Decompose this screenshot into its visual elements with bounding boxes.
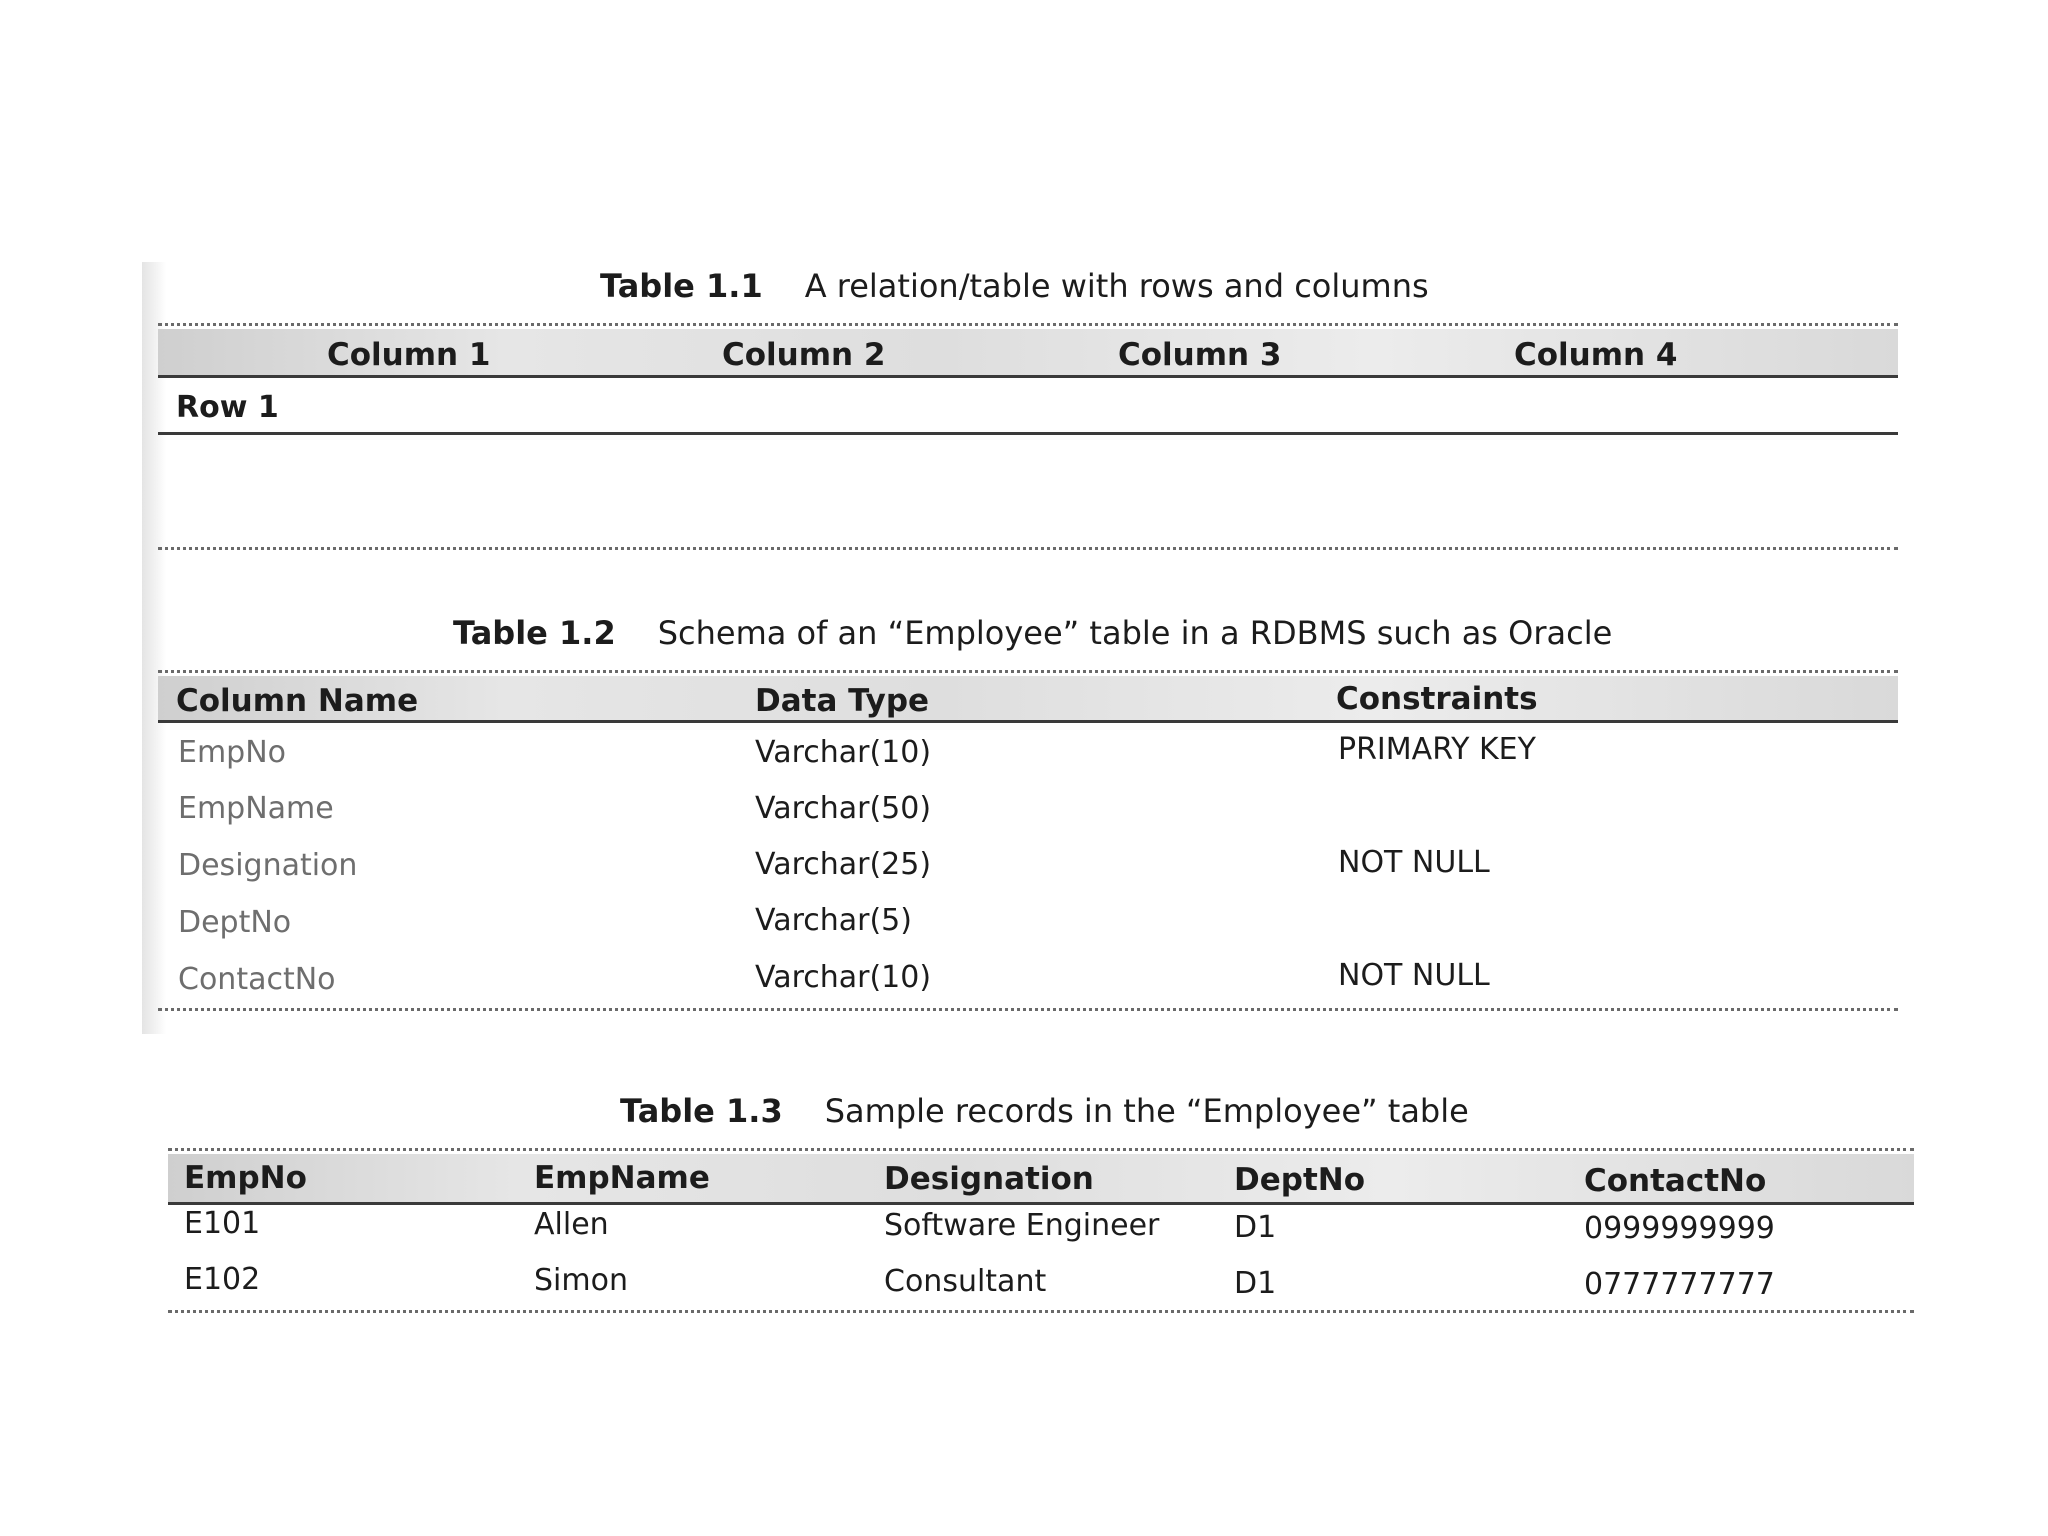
column-header: EmpName: [534, 1160, 710, 1196]
table-number: Table 1.1: [600, 267, 763, 305]
table-cell: D1: [1234, 1210, 1277, 1245]
table-cell: Varchar(5): [755, 903, 912, 938]
table-cell: D1: [1234, 1266, 1277, 1301]
row-label: Row 1: [176, 390, 279, 425]
table-cell: PRIMARY KEY: [1338, 732, 1536, 767]
column-header: Column 1: [327, 337, 491, 373]
column-header: Data Type: [755, 683, 930, 719]
table-cell: NOT NULL: [1338, 845, 1490, 880]
bottom-rule: [158, 547, 1898, 550]
bottom-rule: [168, 1310, 1914, 1313]
column-header: ContactNo: [1584, 1163, 1767, 1199]
table-cell: Varchar(10): [755, 735, 932, 770]
header-rule: [168, 1202, 1914, 1205]
bottom-rule: [158, 1008, 1898, 1011]
column-header: EmpNo: [184, 1160, 307, 1196]
column-header: Constraints: [1336, 681, 1538, 717]
table-caption: [620, 1091, 1469, 1131]
column-header: Column 2: [722, 337, 886, 373]
table-title: Schema of an “Employee” table in a RDBMS such as Oracle: [657, 614, 1613, 652]
column-header: DeptNo: [1234, 1162, 1366, 1198]
table-caption: [600, 266, 1429, 306]
table-number: Table 1.3: [620, 1092, 783, 1130]
table-cell: ContactNo: [178, 962, 336, 997]
table-cell: Varchar(10): [755, 960, 932, 995]
table-cell: Simon: [534, 1263, 628, 1298]
top-rule: [158, 323, 1898, 326]
table-cell: 0999999999: [1584, 1211, 1775, 1246]
table-number: Table 1.2: [453, 614, 616, 652]
table-title: Sample records in the “Employee” table: [824, 1092, 1469, 1130]
header-rule: [158, 720, 1898, 723]
table-caption: [453, 613, 1612, 653]
table-cell: 0777777777: [1584, 1267, 1775, 1302]
table-cell: EmpNo: [178, 735, 287, 770]
table-cell: Designation: [178, 848, 358, 883]
header-band: [158, 676, 1898, 721]
column-header: Column 3: [1118, 337, 1282, 373]
table-cell: DeptNo: [178, 905, 292, 940]
table-cell: Software Engineer: [884, 1208, 1160, 1243]
table-cell: E102: [184, 1262, 261, 1297]
top-rule: [168, 1148, 1914, 1151]
row-rule: [158, 432, 1898, 435]
table-cell: Consultant: [884, 1264, 1047, 1299]
table-cell: NOT NULL: [1338, 958, 1490, 993]
header-rule: [158, 375, 1898, 378]
top-rule: [158, 670, 1898, 673]
table-cell: Varchar(50): [755, 791, 932, 826]
column-header: Column Name: [176, 683, 419, 719]
table-title: A relation/table with rows and columns: [804, 267, 1429, 305]
table-cell: Allen: [534, 1207, 609, 1242]
table-cell: EmpName: [178, 791, 334, 826]
column-header: Designation: [884, 1161, 1094, 1197]
table-cell: E101: [184, 1206, 261, 1241]
table-cell: Varchar(25): [755, 847, 932, 882]
column-header: Column 4: [1514, 337, 1678, 373]
